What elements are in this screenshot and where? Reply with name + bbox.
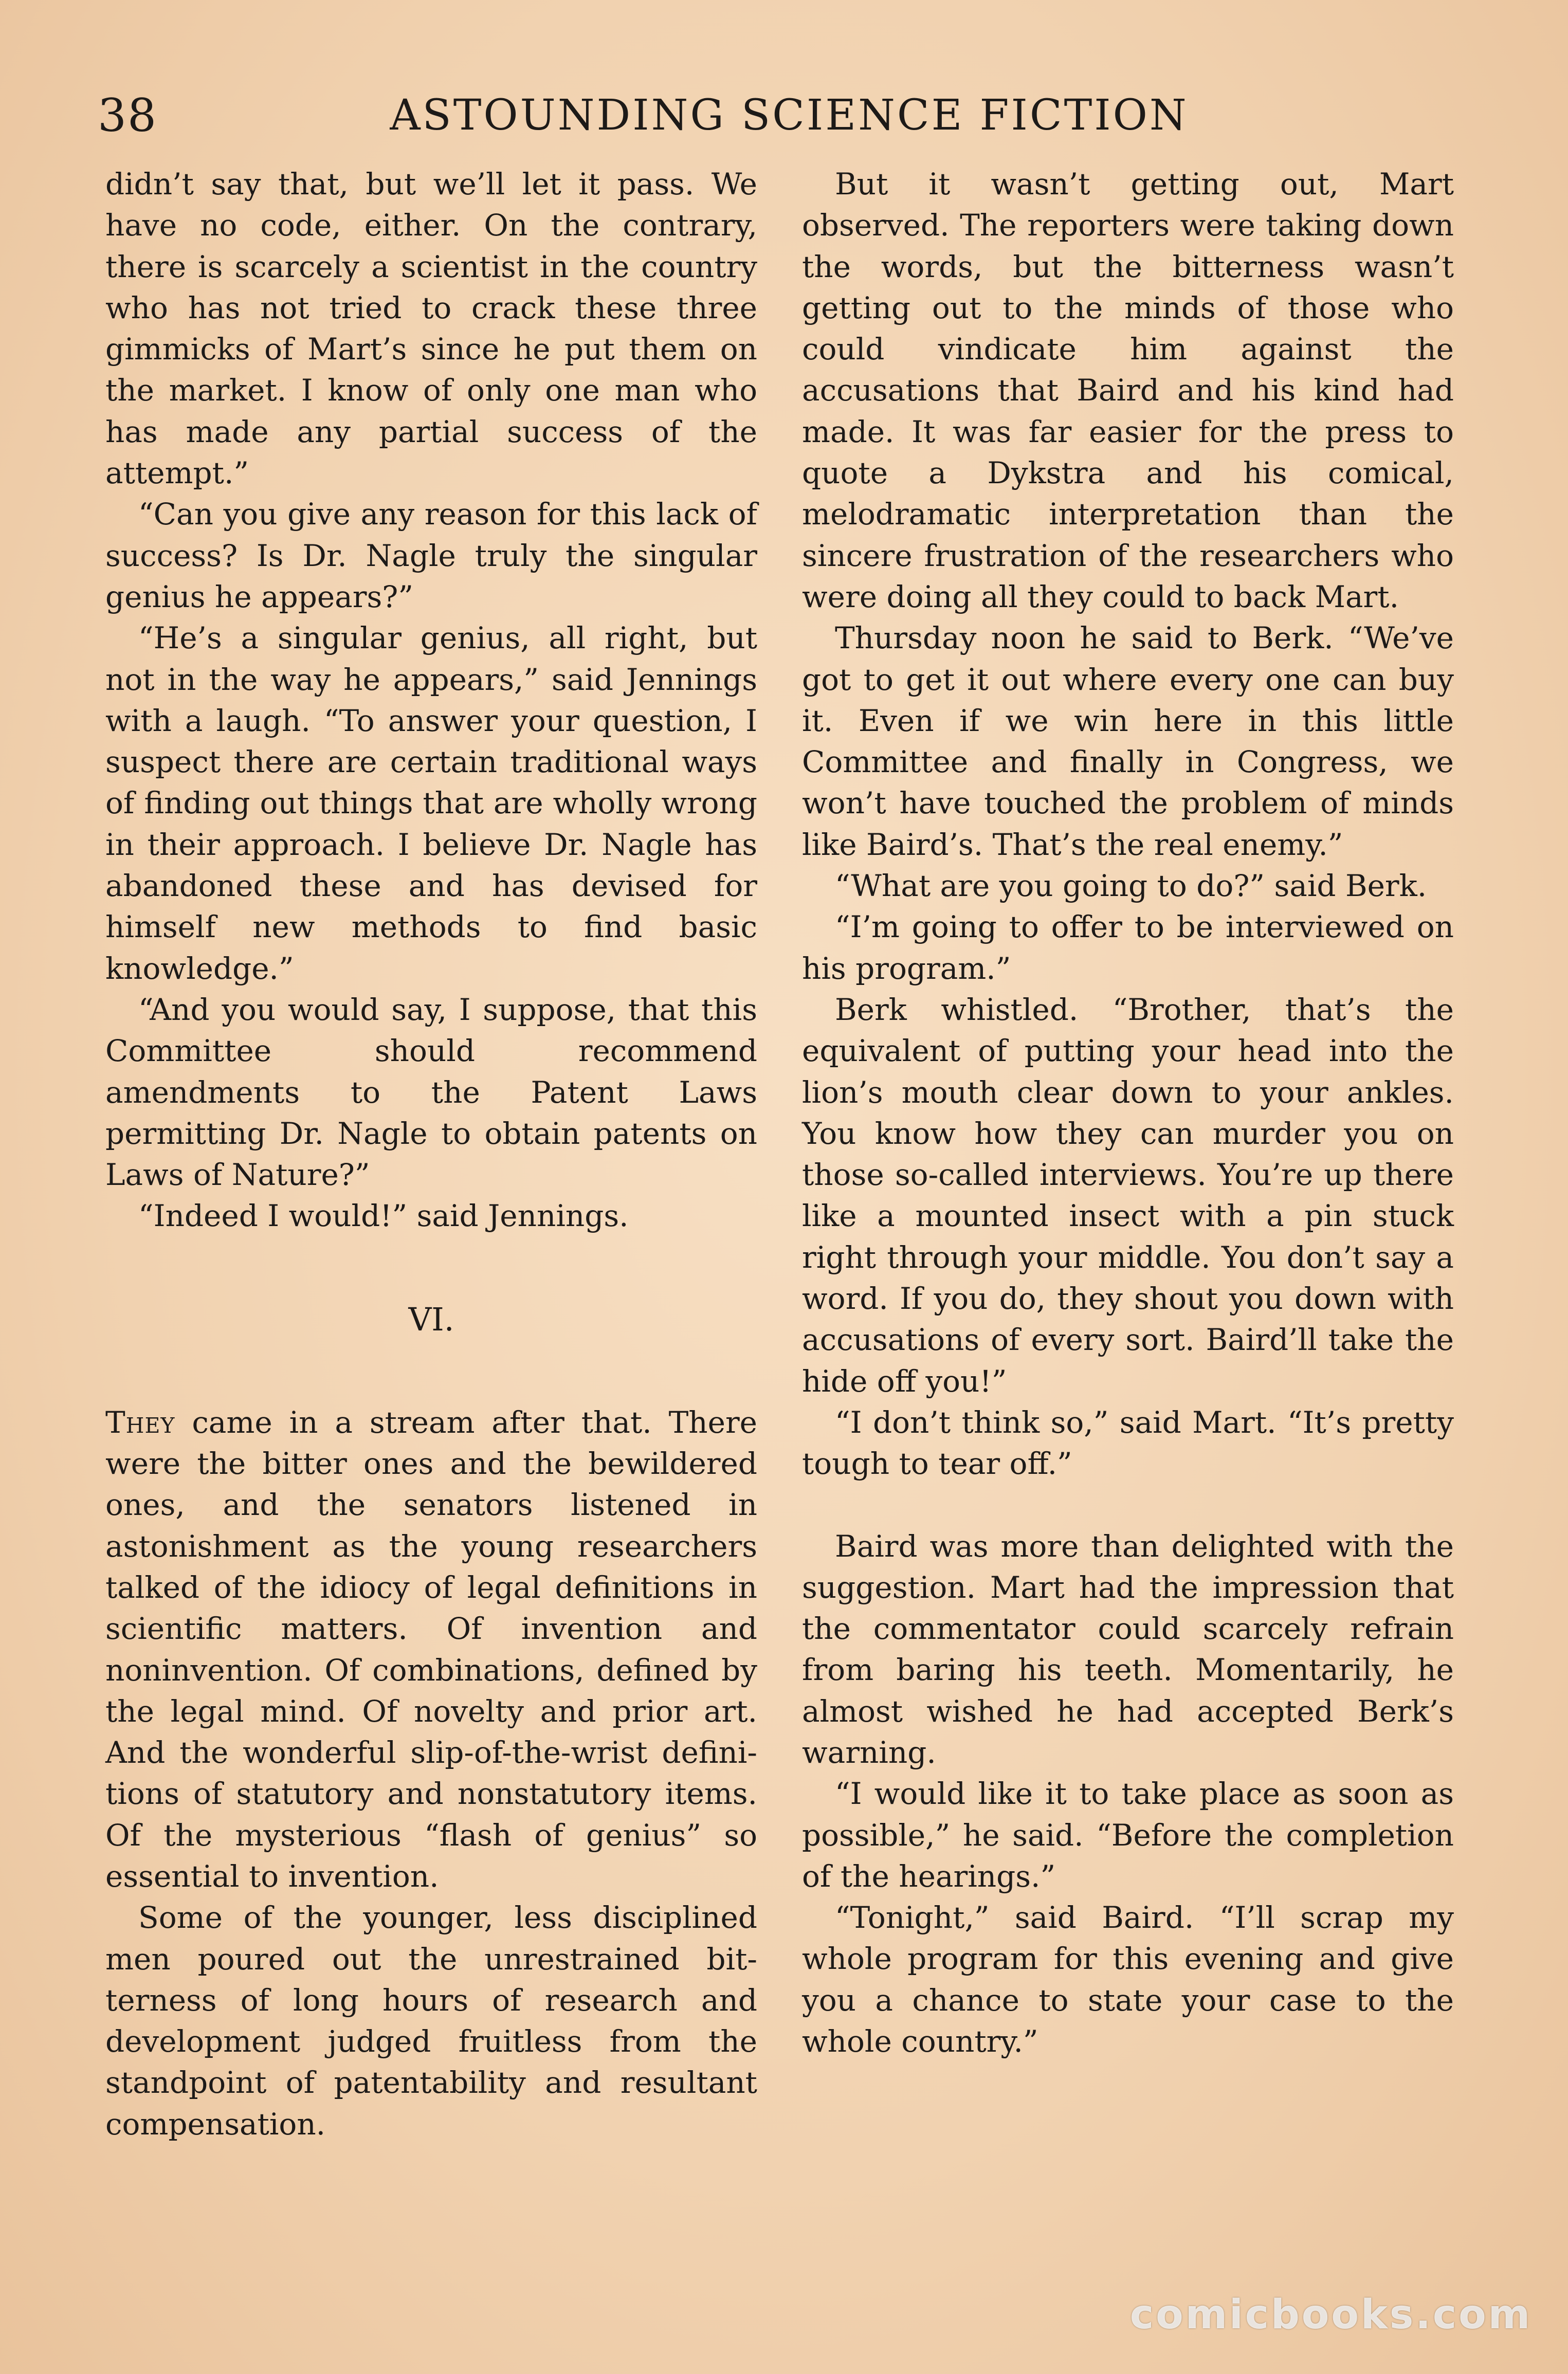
paragraph: didn’t say that, but we’ll let it pass. We have no code, either. On the contrary, there is scarcely a scientist in the country who has not tried to crack these three gimmicks of Mart’s since he put them on the market. I know of only one man who has made any partial success of the attempt.” — [105, 167, 757, 491]
paragraph-text: came in a stream after that. There were the bitter ones and the bewildered ones, and the senators listened in astonishment as the young researchers talked of the idiocy of legal definitions in scientific matters. Of invention and noninvention. Of combinations, defined by the legal mind. Of novelty and prior art. And the wonderful slip-of-the-wrist definitions of statutory and nonstatutory items. Of the mysterious “flash of genius” so essential to invention. — [105, 1404, 757, 1894]
paragraph: “I don’t think so,” said Mart. “It’s pretty tough to tear off.” — [802, 1404, 1454, 1482]
page-number: 38 — [98, 89, 157, 142]
paragraph: “And you would say, I suppose, that this Committee should recommend amendments to the Patent Laws permitting Dr. Nagle to obtain patents on Laws of Nature?” — [105, 992, 757, 1193]
paragraph: But it wasn’t getting out, Mart observed. The reporters were taking down the words, but the bitterness wasn’t getting out to the minds of those who could vindicate him against the accusations that Baird and his kind had made. It was far easier for the press to quote a Dykstra and his comical, melodramatic interpretation than the sincere frustration of the researchers who were doing all they could to back Mart. — [802, 167, 1454, 614]
section-opening-paragraph — [105, 1402, 757, 1897]
paragraph: “I would like it to take place as soon as possible,” he said. “Before the completion of the hearings.” — [802, 1776, 1454, 1894]
section-heading: VI. — [408, 1300, 454, 1338]
paragraph: “Can you give any reason for this lack of success? Is Dr. Nagle truly the singular genius he appears?” — [105, 497, 757, 614]
paragraph: “What are you going to do?” said Berk. — [835, 868, 1427, 904]
watermark: comicbooks.com — [1129, 2292, 1532, 2338]
paragraph: “I’m going to offer to be interviewed on his program.” — [802, 909, 1454, 986]
paragraph: “Tonight,” said Baird. “I’ll scrap my whole program for this evening and give you a chance to state your case to the whole country.” — [802, 1900, 1454, 2059]
paragraph: Baird was more than delighted with the suggestion. Mart had the impression that the commentator could scarcely refrain from baring his teeth. Momentarily, he almost wished he had accepted Berk’s warning. — [802, 1528, 1454, 1770]
paragraph: Some of the younger, less disciplined men poured out the unrestrained bitterness of long hours of research and development judged fruitless from the standpoint of patentability and resultant compensation. — [105, 1900, 757, 2142]
left-column — [105, 163, 757, 2145]
paragraph: Berk whistled. “Brother, that’s the equivalent of putting your head into the lion’s mouth clear down to your ankles. You know how they can murder you on those so-called interviews. You’re up there like a mounted insect with a pin stuck right through your middle. You don’t say a word. If you do, they shout you down with accusations of every sort. Baird’ll take the hide off you!” — [802, 992, 1454, 1399]
paragraph: “Indeed I would!” said Jennings. — [138, 1198, 629, 1234]
paragraph: “He’s a singular genius, all right, but not in the way he appears,” said Jennings with a laugh. “To answer your question, I suspect there are certain traditional ways of finding out things that are wholly wrong in their approach. I believe Dr. Nagle has abandoned these and has devised for himself new methods to find basic knowledge.” — [105, 620, 757, 986]
running-title: ASTOUNDING SCIENCE FICTION — [390, 91, 1189, 140]
small-caps-lead-word: They — [105, 1404, 175, 1440]
right-column — [802, 163, 1454, 2062]
page-header — [98, 87, 1481, 154]
section-break — [802, 1485, 1454, 1526]
paragraph: Thursday noon he said to Berk. “We’ve got to get it out where every one can buy it. Even if we win here in this little Committee and finally in Congress, we won’t have touched the problem of minds like Baird’s. That’s the real enemy.” — [802, 620, 1454, 862]
